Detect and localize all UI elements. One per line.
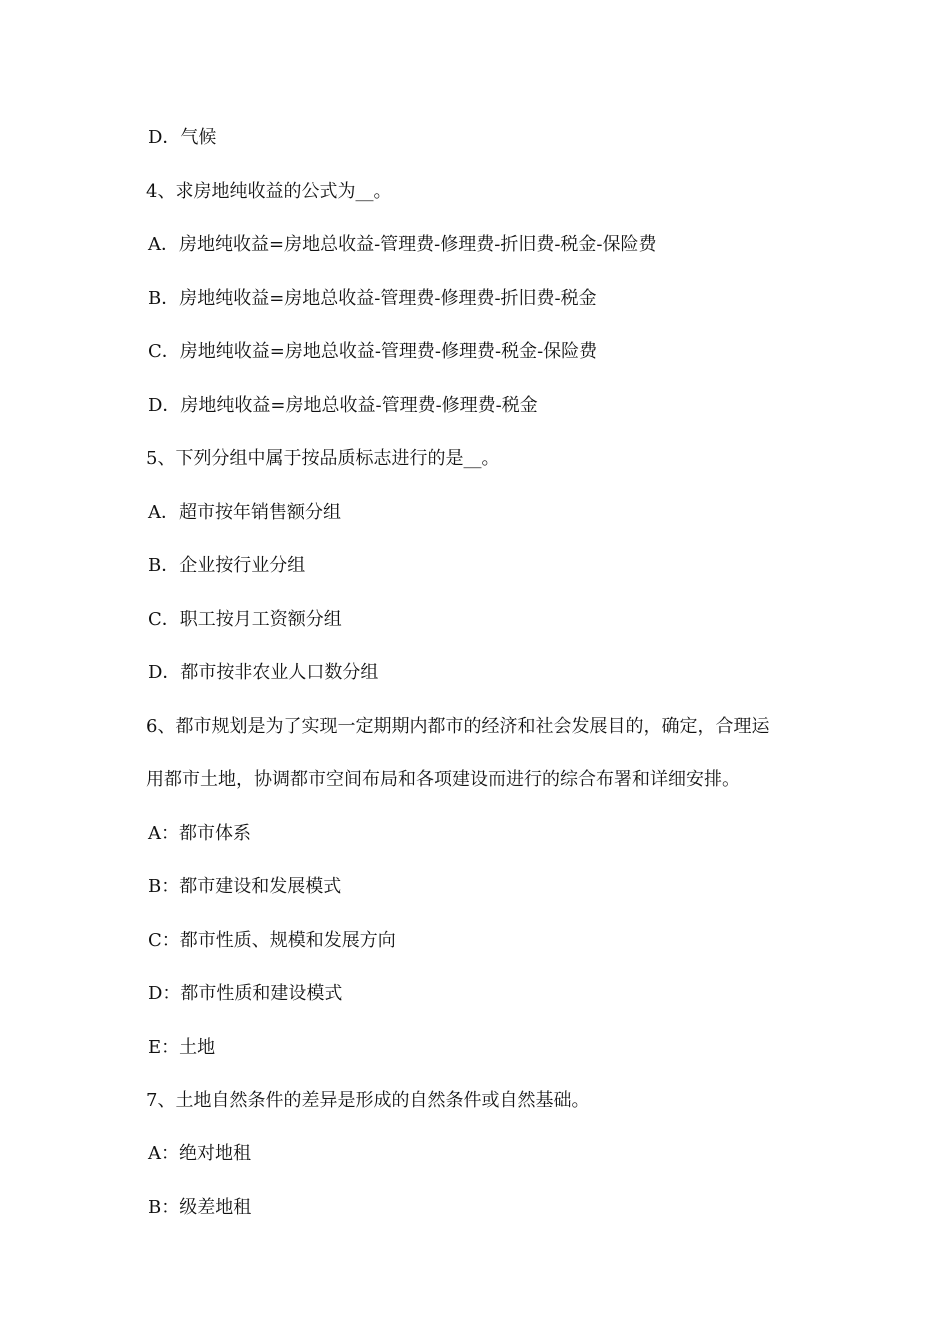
option-4b: B．房地纯收益=房地总收益-管理费-修理费-折旧费-税金	[148, 288, 597, 309]
option-4c: C．房地纯收益=房地总收益-管理费-修理费-税金-保险费	[148, 341, 598, 362]
option-5a: A．超市按年销售额分组	[148, 502, 341, 523]
question-7: 7、土地自然条件的差异是形成的自然条件或自然基础。	[146, 1090, 590, 1111]
option-5d: D．都市按非农业人口数分组	[148, 662, 379, 683]
option-6c: C：都市性质、规模和发展方向	[148, 930, 396, 951]
question-6-line-1: 6、都市规划是为了实现一定期期内都市的经济和社会发展目的，确定，合理运	[146, 716, 770, 737]
question-4: 4、求房地纯收益的公式为__。	[146, 181, 392, 202]
option-5b: B．企业按行业分组	[148, 555, 306, 576]
option-6b: B：都市建设和发展模式	[148, 876, 342, 897]
option-6e: E：土地	[148, 1037, 216, 1058]
question-5: 5、下列分组中属于按品质标志进行的是__。	[146, 448, 500, 469]
option-6d: D：都市性质和建设模式	[148, 983, 343, 1004]
option-7b: B：级差地租	[148, 1197, 252, 1218]
option-4d: D．房地纯收益=房地总收益-管理费-修理费-税金	[148, 395, 538, 416]
option-4a: A．房地纯收益=房地总收益-管理费-修理费-折旧费-税金-保险费	[148, 234, 657, 255]
option-7a: A：绝对地租	[148, 1143, 251, 1164]
option-3d: D．气候	[148, 127, 217, 148]
option-5c: C．职工按月工资额分组	[148, 609, 342, 630]
option-6a: A：都市体系	[148, 823, 251, 844]
question-6-line-2: 用都市土地，协调都市空间布局和各项建设而进行的综合布署和详细安排。	[146, 769, 740, 790]
